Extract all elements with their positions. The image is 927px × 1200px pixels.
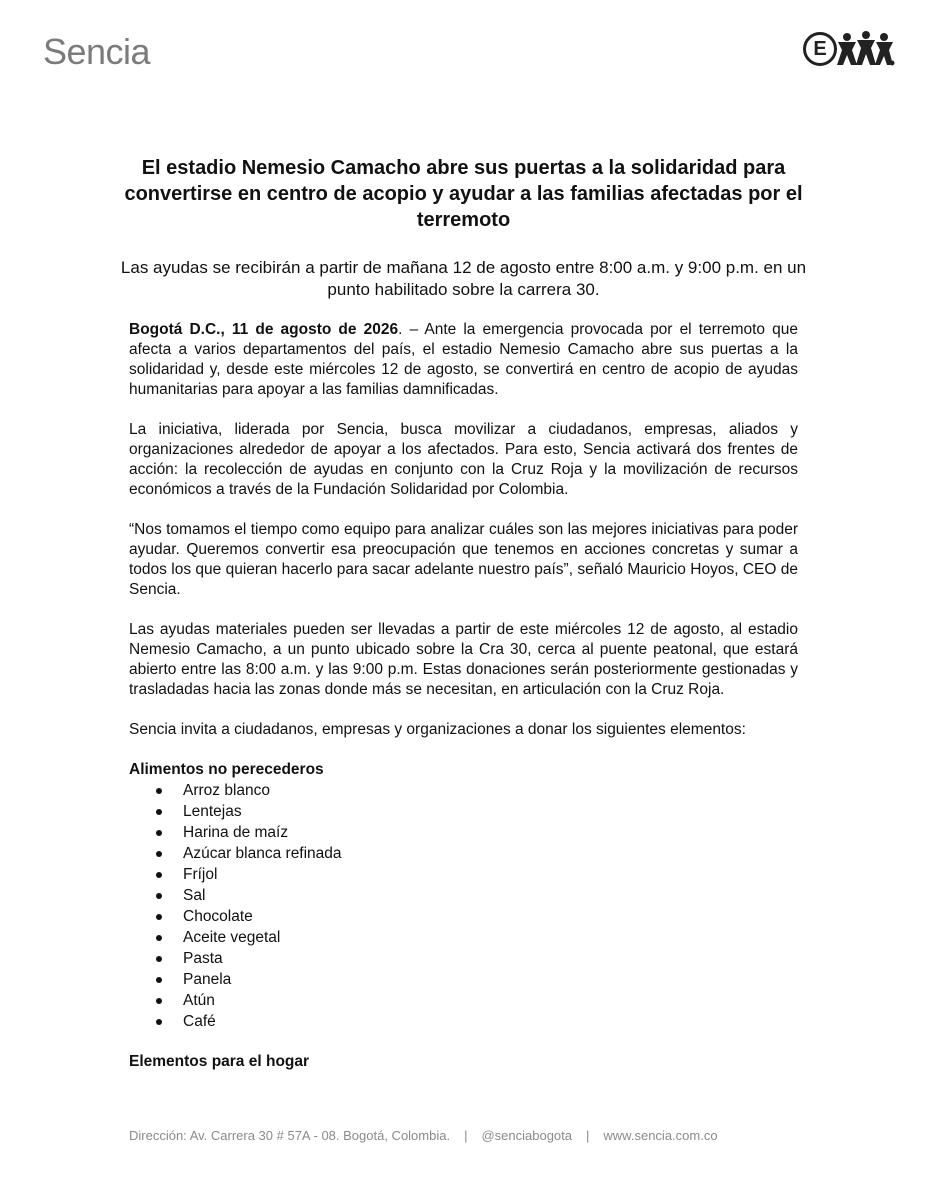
brand-mark-logo <box>803 30 895 72</box>
list-item: Pasta <box>183 948 798 969</box>
footer-separator: | <box>586 1128 590 1143</box>
list-item: Panela <box>183 969 798 990</box>
paragraph-1-text: . – Ante la emergencia provocada por el terremoto que afecta a varios departamentos del país, el estadio Nemesio Camacho abre sus puertas a la solidaridad y, desde este miércoles 12 de agosto, se convertirá en centro de acopio de ayudas humanitarias para apoyar a las familias damnificadas. <box>129 321 799 398</box>
dateline: Bogotá D.C., 11 de agosto de 2026 <box>129 321 399 338</box>
footer-separator: | <box>464 1128 468 1143</box>
press-release-subtitle: Las ayudas se recibirán a partir de mañana 12 de agosto entre 8:00 a.m. y 9:00 p.m. en un punto habilitado sobre la carrera 30. <box>120 258 807 299</box>
home-heading: Elementos para el hogar <box>129 1053 310 1070</box>
list-item: Café <box>183 1011 798 1032</box>
paragraph-5: Sencia invita a ciudadanos, empresas y organizaciones a donar los siguientes elementos: <box>129 721 746 738</box>
list-item: Fríjol <box>183 864 798 885</box>
paragraph-4: Las ayudas materiales pueden ser llevadas a partir de este miércoles 12 de agosto, al estadio Nemesio Camacho, a un punto ubicado sobre la Cra 30, cerca al puente peatonal, que estará abierto entre las 8:00 a.m. y las 9:00 p.m. Estas donaciones serán posteriormente gestionadas y trasladadas hacia las zonas donde más se necesitan, en articulación con la Cruz Roja. <box>129 621 798 698</box>
footer <box>129 1128 718 1143</box>
list-item: Atún <box>183 990 798 1011</box>
footer-website-link[interactable]: www.sencia.com.co <box>603 1128 718 1143</box>
food-heading: Alimentos no perecederos <box>129 761 324 778</box>
paragraph-1 <box>129 320 798 400</box>
paragraph-3-quote: “Nos tomamos el tiempo como equipo para analizar cuáles son las mejores iniciativas para poder ayudar. Queremos convertir esa preocupación que tenemos en acciones concretas y sumar a todos los que quieran hacerlo para sacar adelante nuestro país”, señaló Mauricio Hoyos, CEO de Sencia. <box>129 521 798 598</box>
footer-address: Dirección: Av. Carrera 30 # 57A - 08. Bogotá, Colombia. <box>129 1128 451 1143</box>
list-item: Harina de maíz <box>183 822 798 843</box>
list-item: Arroz blanco <box>183 780 798 801</box>
press-release-body <box>129 320 798 1072</box>
list-item: Sal <box>183 885 798 906</box>
paragraph-2: La iniciativa, liderada por Sencia, busca movilizar a ciudadanos, empresas, aliados y organizaciones alrededor de apoyar a los afectados. Para esto, Sencia activará dos frentes de acción: la recolección de ayudas en conjunto con la Cruz Roja y la movilización de recursos económicos a través de la Fundación Solidaridad por Colombia. <box>129 421 798 498</box>
people-figures-icon <box>835 30 895 72</box>
list-item: Chocolate <box>183 906 798 927</box>
food-list <box>129 780 798 1032</box>
list-item: Aceite vegetal <box>183 927 798 948</box>
list-item: Lentejas <box>183 801 798 822</box>
list-item: Azúcar blanca refinada <box>183 843 798 864</box>
footer-social-handle[interactable]: @senciabogota <box>481 1128 573 1143</box>
sencia-logo: Sencia <box>43 31 151 72</box>
press-release-title: El estadio Nemesio Camacho abre sus puertas a la solidaridad para convertirse en centro de acopio y ayudar a las familias afectadas por el terremoto <box>124 157 803 231</box>
brand-mark-letter: E <box>803 32 837 66</box>
